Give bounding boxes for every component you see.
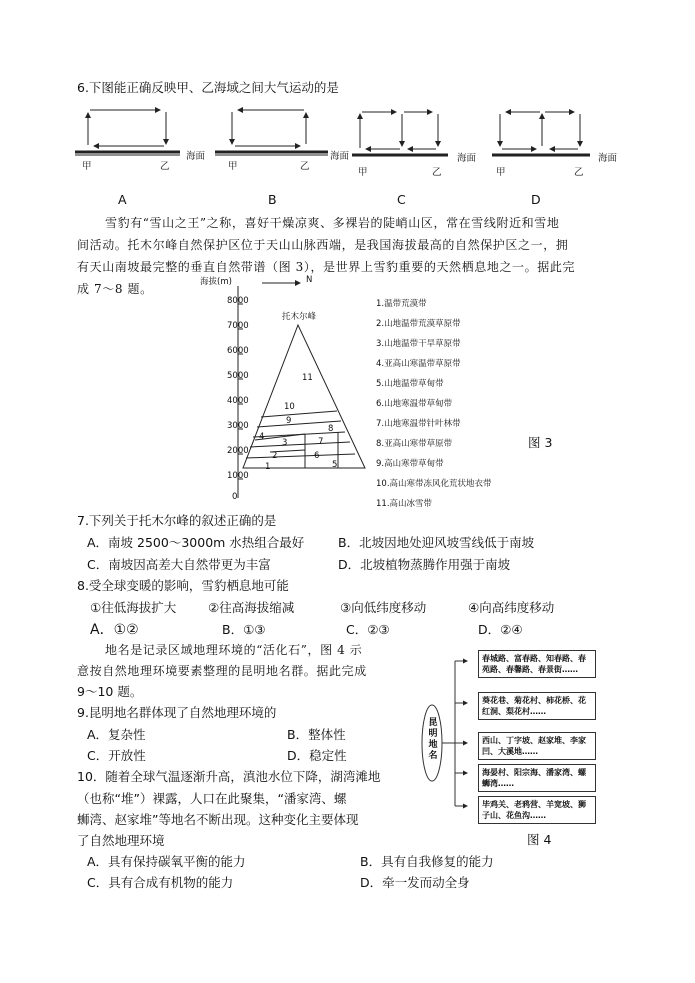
q8-item-2: ②往高海拔缩减 [208, 600, 295, 615]
fig3-north: N [306, 275, 313, 285]
fig3-legend-8: 8.亚高山寒带草原带 [376, 439, 453, 449]
q7-option-a: A．南坡 2500～3000m 水热组合最好 [87, 535, 305, 550]
q10-option-a: A．具有保持碳氧平衡的能力 [87, 854, 246, 869]
fig3-tick-2000: 2000 [227, 446, 249, 456]
fig3-zone-11: 11 [302, 373, 313, 383]
fig4-center-label: 昆明地名 [428, 718, 438, 761]
q6-option-d: D [531, 192, 541, 207]
q6-c-right: 乙 [432, 167, 442, 178]
fig3-peak-label: 托木尔峰 [282, 312, 317, 322]
q10-stem-2: （也称“堆”）裸露，人口在此聚集，“潘家湾、螺 [77, 791, 347, 806]
fig3-tick-1000: 1000 [227, 471, 249, 481]
fig3-tick-5000: 5000 [227, 371, 249, 381]
fig4-box-3: 西山、丁字坡、赵家堆、李家凹、大溪地…… [478, 732, 596, 760]
q6-d-sea: 海面 [598, 153, 618, 164]
fig3-legend-2: 2.山地温带荒漠草原带 [376, 319, 461, 329]
fig3-legend-6: 6.山地寒温带草甸带 [376, 399, 453, 409]
q6-diagrams [0, 100, 695, 185]
q6-a-left: 甲 [82, 161, 92, 172]
fig4-box-1: 春城路、富春路、知春路、春苑路、春馨路、春景街…… [478, 650, 596, 678]
q9-option-a: A．复杂性 [87, 727, 146, 742]
q8-option-d: D．②④ [478, 622, 523, 637]
q6-option-c: C [397, 192, 406, 207]
q6-a-sea: 海面 [186, 151, 206, 162]
q6-b-right: 乙 [300, 161, 310, 172]
fig3-zone-6: 6 [314, 451, 320, 461]
q7-option-c: C．南坡因高差大自然带更为丰富 [87, 557, 271, 572]
q6-diagram-d [492, 112, 590, 155]
fig3-zone-9: 9 [286, 416, 292, 426]
q8-option-c: C．②③ [346, 622, 390, 637]
fig3-zone-2: 2 [272, 451, 278, 461]
fig4-caption: 图 4 [527, 832, 552, 847]
intro2-line1: 地名是记录区域地理环境的“活化石”，图 4 示 [105, 643, 363, 657]
fig3-tick-0: 0 [232, 492, 238, 502]
q10-option-b: B．具有自我修复的能力 [360, 854, 494, 869]
q10-option-d: D．牵一发而动全身 [360, 875, 470, 890]
intro1-line1: 雪豹有“雪山之王”之称，喜好干燥凉爽、多裸岩的陡峭山区，常在雪线附近和雪地 [105, 216, 560, 230]
q7-option-d: D．北坡植物蒸腾作用强于南坡 [338, 557, 511, 572]
intro1-line4: 成 7～8 题。 [77, 282, 153, 296]
fig4-box-4: 海晏村、阳宗海、潘家湾、螺蛳湾…… [478, 764, 596, 792]
fig3-legend-4: 4.亚高山寒温带草原带 [376, 359, 461, 369]
fig3-y-title: 海拔(m) [200, 277, 232, 287]
fig3-legend-11: 11.高山冰雪带 [376, 499, 433, 509]
q6-b-left: 甲 [228, 161, 238, 172]
q6-diagram-c [352, 112, 448, 155]
q9-option-b: B．整体性 [287, 727, 346, 742]
fig3-tick-8000: 8000 [227, 296, 249, 306]
q6-d-right: 乙 [574, 167, 584, 178]
fig3-zone-4: 4 [259, 432, 265, 442]
fig3-zone-3: 3 [282, 438, 288, 448]
q8-item-4: ④向高纬度移动 [468, 600, 555, 615]
fig3-legend-10: 10.高山寒带冻风化荒状地衣带 [376, 479, 492, 489]
q9-option-c: C．开放性 [87, 748, 146, 763]
q6-stem: 6.下图能正确反映甲、乙海域之间大气运动的是 [77, 80, 339, 95]
q8-option-a: A．①② [90, 622, 139, 638]
q8-stem: 8.受全球变暖的影响，雪豹栖息地可能 [77, 578, 289, 593]
q6-c-sea: 海面 [457, 153, 477, 164]
q9-option-d: D．稳定性 [287, 748, 347, 763]
fig3-legend-7: 7.山地寒温带针叶林带 [376, 419, 461, 429]
q6-c-left: 甲 [358, 167, 368, 178]
fig3-diagram [195, 270, 555, 500]
fig3-zone-10: 10 [284, 402, 295, 412]
fig3-caption: 图 3 [528, 435, 553, 450]
q6-a-right: 乙 [160, 161, 170, 172]
intro2-line2: 意按自然地理环境要素整理的昆明地名群。据此完成 [77, 664, 367, 678]
q6-b-sea: 海面 [330, 151, 350, 162]
fig4-box-5: 毕鸡关、老鸦营、羊宽坡、狮子山、花鱼沟…… [478, 796, 596, 824]
q6-option-b: B [268, 192, 277, 207]
intro1-line3: 有天山南坡最完整的垂直自然带谱（图 3），是世界上雪豹重要的天然栖息地之一。据此完 [77, 260, 576, 274]
q8-item-1: ①往低海拔扩大 [90, 600, 177, 615]
fig3-legend-5: 5.山地温带草甸带 [376, 379, 444, 389]
fig3-legend-3: 3.山地温带干旱草原带 [376, 339, 461, 349]
q8-option-b: B．①③ [222, 622, 266, 637]
fig3-legend-1: 1.温带荒漠带 [376, 299, 427, 309]
q6-option-a: A [118, 192, 127, 207]
q6-diagram-a [75, 110, 180, 155]
fig3-tick-3000: 3000 [227, 421, 249, 431]
fig4-box-2: 葵花巷、菊花村、柿花桥、花红洞、梨花村…… [478, 692, 596, 720]
fig3-tick-4000: 4000 [227, 396, 249, 406]
fig3-tick-7000: 7000 [227, 321, 249, 331]
fig3-zone-5: 5 [332, 460, 338, 470]
q10-stem-4: 了自然地理环境 [77, 833, 165, 848]
q6-d-left: 甲 [496, 167, 506, 178]
fig3-legend-9: 9.高山寒带草甸带 [376, 459, 444, 469]
intro2-line3: 9～10 题。 [77, 684, 143, 699]
q10-stem-3: 蛳湾、赵家堆”等地名不断出现。这种变化主要体现 [77, 812, 359, 827]
fig3-zone-1: 1 [265, 462, 271, 472]
fig3-tick-6000: 6000 [227, 346, 249, 356]
q9-stem: 9.昆明地名群体现了自然地理环境的 [77, 705, 277, 720]
q7-stem: 7.下列关于托木尔峰的叙述正确的是 [77, 513, 277, 528]
q10-option-c: C．具有合成有机物的能力 [87, 875, 234, 890]
q8-item-3: ③向低纬度移动 [340, 600, 427, 615]
fig3-zone-7: 7 [318, 437, 324, 447]
q6-diagram-b [215, 110, 328, 155]
intro1-line2: 间活动。托木尔峰自然保护区位于天山山脉西端，是我国海拔最高的自然保护区之一，拥 [77, 238, 569, 252]
q7-option-b: B．北坡因地处迎风坡雪线低于南坡 [338, 535, 535, 550]
q10-stem-1: 10．随着全球气温逐渐升高，滇池水位下降，湖湾滩地 [77, 769, 381, 784]
fig3-zone-8: 8 [328, 424, 334, 434]
